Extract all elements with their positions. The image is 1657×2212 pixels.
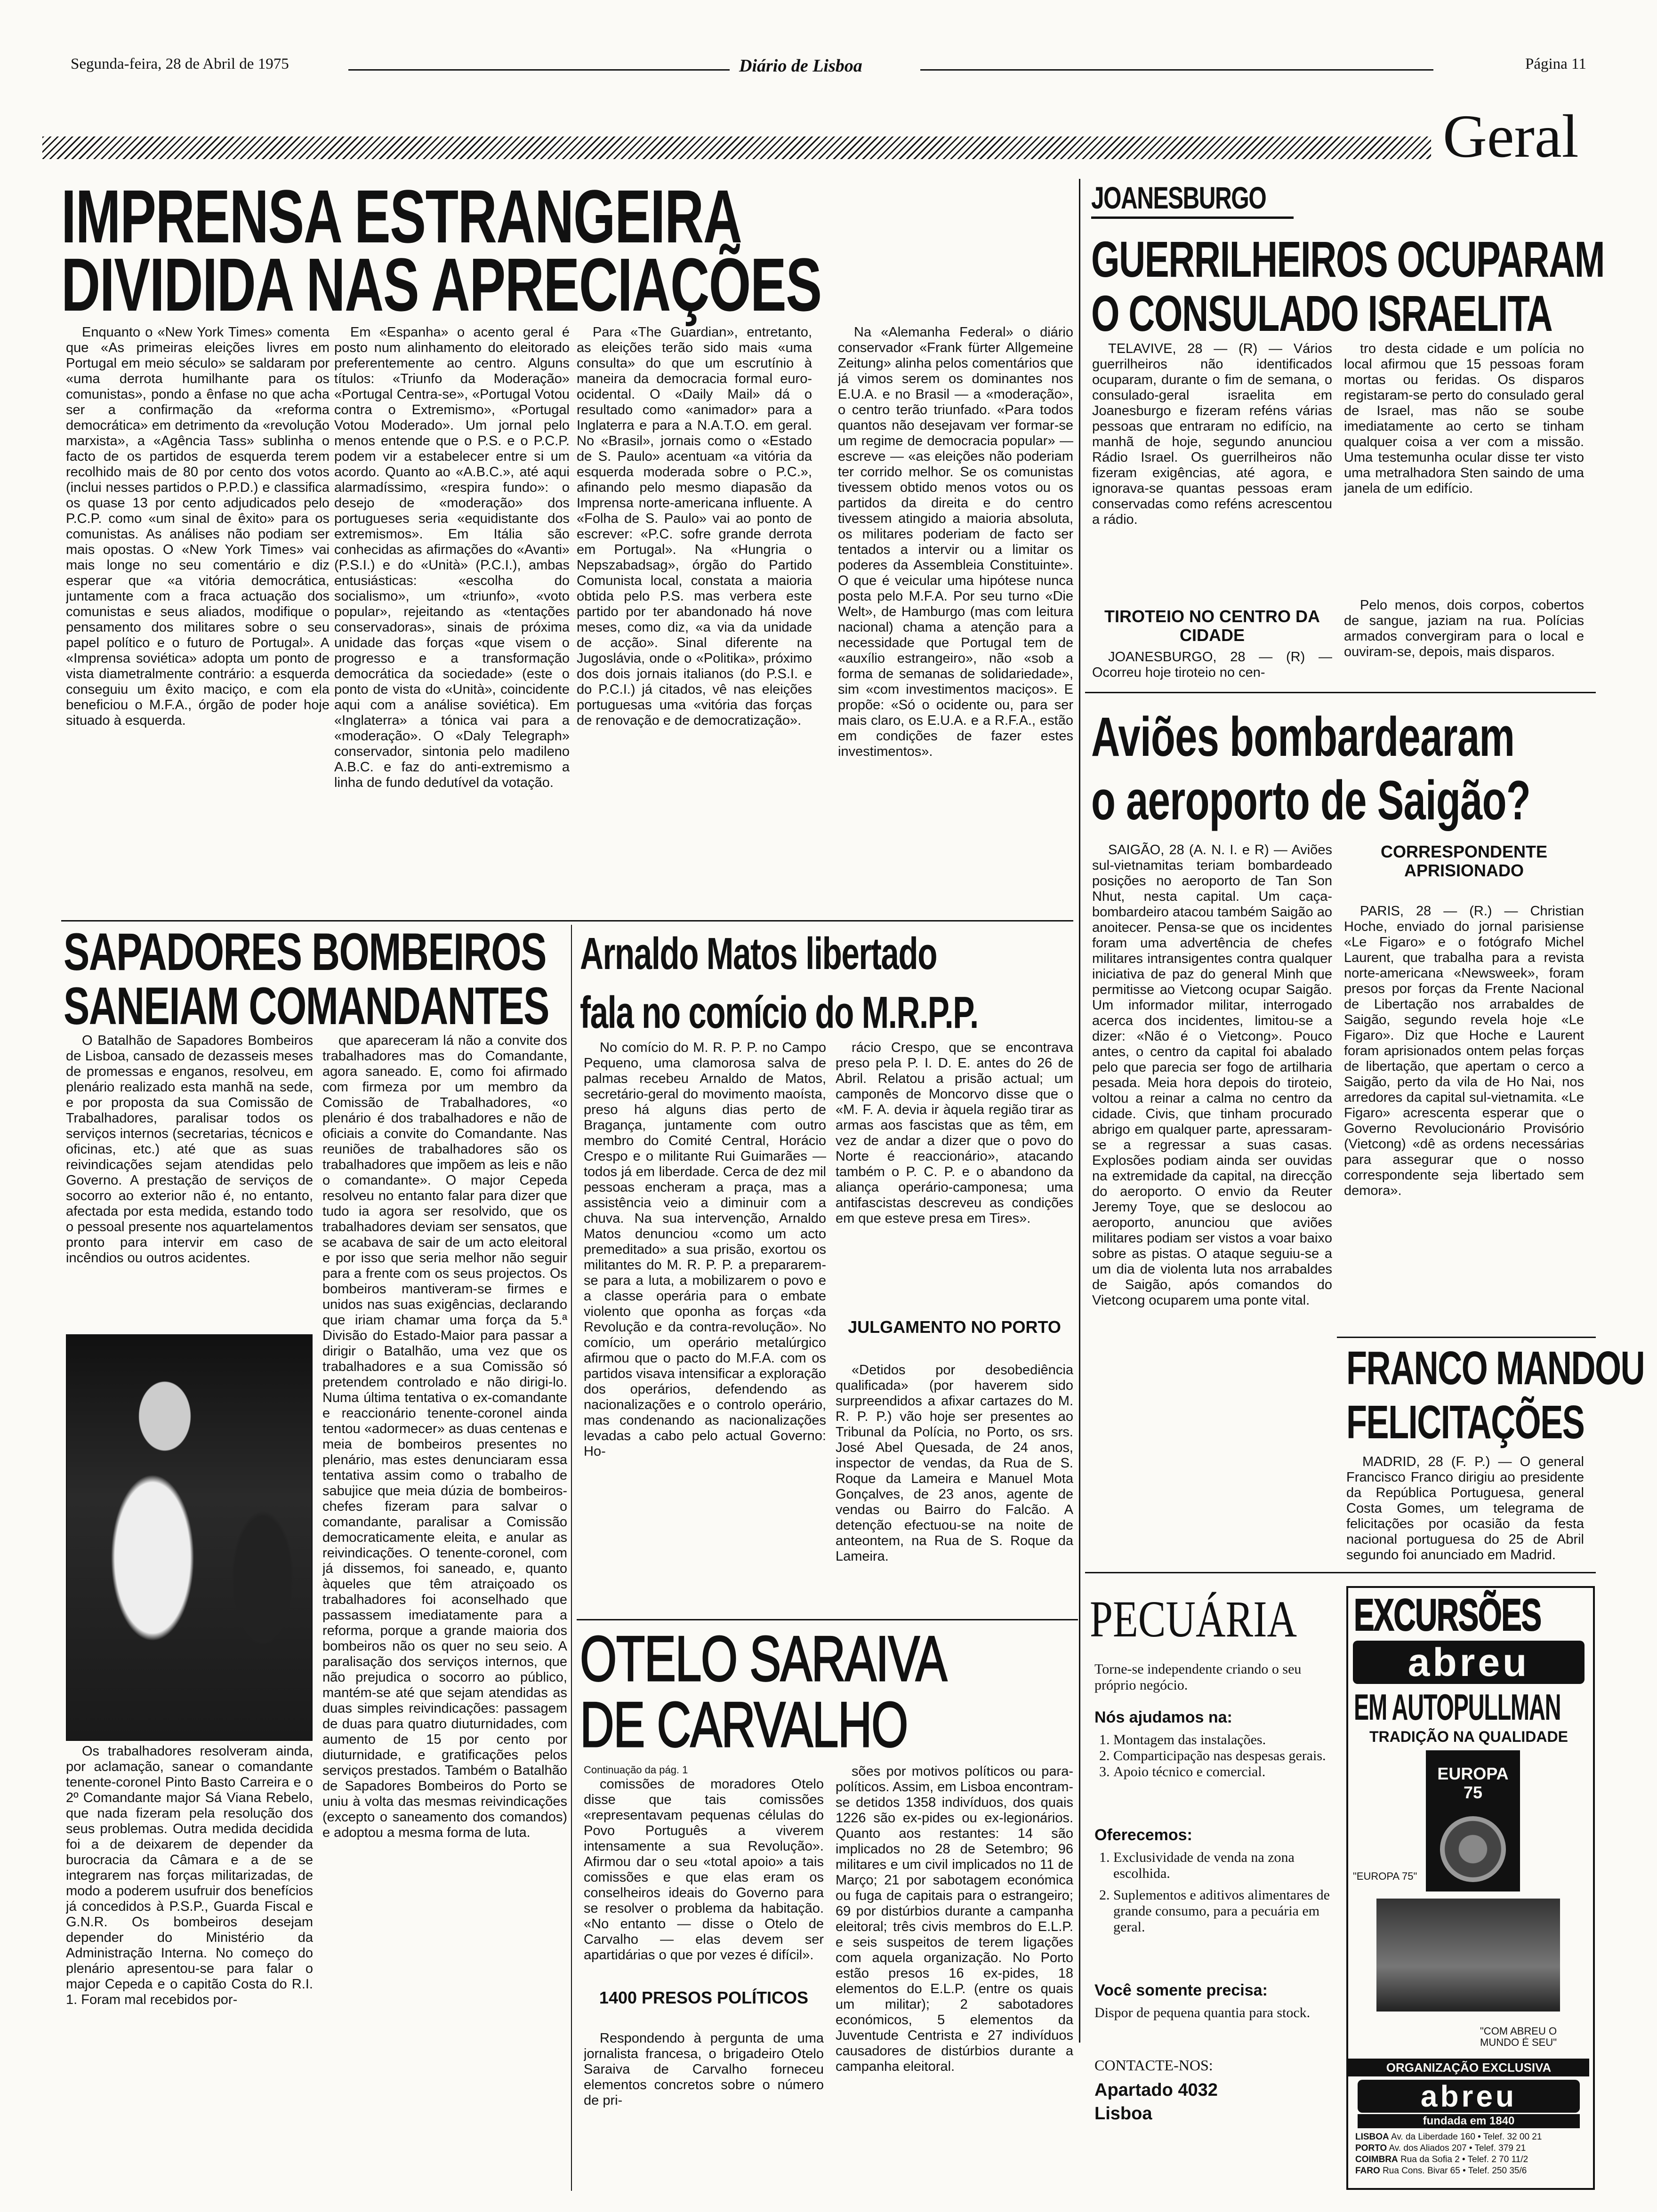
abreu-europa-label: EUROPA 75 <box>1437 1764 1509 1802</box>
headline-otelo-1: OTELO SARAIVA <box>580 1623 947 1694</box>
abreu-slogan: "COM ABREU O MUNDO É SEU" <box>1480 2025 1557 2048</box>
otelo-continuation: Continuação da pág. 1 <box>584 1764 688 1776</box>
abreu-founded-bar <box>1358 2114 1580 2128</box>
pecuaria-intro: Torne-se independente criando o seu próprio negócio. <box>1094 1661 1302 1693</box>
pecuaria-offers-list <box>1094 1850 1339 1935</box>
rule-joanes-bottom <box>1085 692 1596 693</box>
abreu-office-row <box>1355 2165 1586 2177</box>
kicker-joanesburgo: JOANESBURGO <box>1091 180 1266 215</box>
abreu-excursoes: EXCURSÕES <box>1354 1590 1541 1640</box>
headline-imprensa-1: IMPRENSA ESTRANGEIRA <box>61 174 742 258</box>
imprensa-column-1: Enquanto o «New York Times» comenta que «As primeiras eleições livres em Portugal em meio século» se saldaram por «uma derrota humilhante para os comunistas», pondo a ênfase no que acha ser a confirmação da «reforma democrática» em detrimento da «revolução marxista», a «Agência Tass» sublinha o facto de os partidos de esquerda terem recolhido mais de 80 por cento dos votos (inclui nesses partidos o P.P.D.) e classifica os quase 13 por cento adjudicados pelo P.C.P. como «um sinal de êxito» para os comunistas. As análises não podiam ser mais opostas. O «New York Times» vai mais longe no seu comentário e diz esperar que «a vitória democrática, juntamente com a fraca actuação dos comunistas e seus aliados, modifique o pensamento dos militares sobre o seu papel político e o futuro de Portugal». A «Imprensa soviética» adopta um ponto de vista diametralmente contrário: a esquerda conseguiu um êxito maciço, e com ela beneficiou o M.F.A., órgão de poder hoje situado à esquerda. <box>66 325 330 728</box>
abreu-offices <box>1355 2132 1586 2177</box>
abreu-office-city: FARO <box>1355 2166 1380 2176</box>
page-number: Página 11 <box>1525 56 1586 72</box>
otelo-column-1b: Respondendo à pergunta de uma jornalista francesa, o brigadeiro Otelo Saraiva de Carvalho forneceu elementos concretos sobre o número de pri- <box>584 2031 824 2108</box>
abreu-org-text: ORGANIZAÇÃO EXCLUSIVA <box>1386 2060 1552 2075</box>
abreu-office-row <box>1355 2154 1586 2165</box>
subhead-correspondente: CORRESPONDENTE APRISIONADO <box>1380 842 1548 880</box>
abreu-brand-text: abreu <box>1408 1640 1530 1684</box>
pecuaria-contact-2: Lisboa <box>1094 2104 1152 2124</box>
masthead-rule-left <box>348 69 730 71</box>
subhead-tiroteio: TIROTEIO NO CENTRO DA CIDADE <box>1104 607 1320 645</box>
headline-guerrilheiros-1: GUERRILHEIROS OCUPARAM <box>1091 231 1605 288</box>
joanes-column-2: tro desta cidade e um polícia no local afirmou que 15 pessoas foram mortas ou feridas. Os disparos registaram-se perto do consulado geral de Israel, mas não se soube imediatamente ao certo se tinham qualquer coisa a ver com a missão. Uma testemunha ocular disse ter visto uma metralhadora Sten saindo de uma janela de um edifício. <box>1344 341 1584 496</box>
masthead-rule-right <box>920 69 1433 71</box>
imprensa-column-2: Em «Espanha» o acento geral é posto num alinhamento do eleitorado preferentemente ao centro. Alguns títulos: «Triunfo da Moderação» «Portugal Centra-se», «Portugal Votou contra o Extremismo», «Portugal Votou Moderado». Um jornal pelo menos entende que o P.S. e o P.C.P. podem vir a estabelecer entre si um acordo. Quanto ao «A.B.C.», até aqui alarmadíssimo, «respira fundo»: o desejo de «moderação» dos portugueses seria «equidistante dos extremismos». Em Itália são conhecidas as afirmações do «Avanti» (P.S.I.) e do «Unità» (P.C.I.), ambas entusiásticas: «escolha do socialismo», um «triunfo», «voto popular», rejeitando as «tentações conservadoras», sinais de próxima unidade das forças «que visem o progresso e a transformação democrática da sociedade» (este o ponto de vista do «Unità», coincidente aqui com a análise soviética). Em «Inglaterra» a tónica vai para a «moderação». O «Daly Telegraph» conservador, sintonia pelo madileno A.B.C. e faz do anti-extremismo a linha de fundo dedutível da votação. <box>334 325 570 790</box>
headline-franco-2: FELICITAÇÕES <box>1346 1396 1585 1449</box>
abreu-office-city: COIMBRA <box>1355 2155 1398 2164</box>
abreu-office-city: PORTO <box>1355 2143 1387 2153</box>
pecuaria-title: PECUÁRIA <box>1090 1590 1297 1648</box>
abreu-office-city: LISBOA <box>1355 2132 1389 2142</box>
abreu-brochure-art <box>1440 1816 1506 1882</box>
pecuaria-ad <box>1085 1581 1335 2188</box>
abreu-brochure <box>1426 1750 1520 1891</box>
headline-bombeiros-2: SANEIAM COMANDANTES <box>64 977 549 1035</box>
imprensa-column-3: Para «The Guardian», entretanto, as eleições terão sido mais «uma consulta» do que um escrutínio à maneira da democracia formal euro-ocidental. O «Daily Mail» dá o resultado como «animador» para a Inglaterra e para a N.A.T.O. em geral. No «Brasil», jornais como o «Estado de S. Paulo» acentuam «a vitória da esquerda moderada sobre o P.C.», afinando pelo mesmo diapasão da Imprensa norte-americana influente. A «Folha de S. Paulo» vai ao ponto de escrever: «P.C. sofre grande derrota em Portugal». Na «Hungria o Nepszabadsag», órgão do Partido Comunista local, constata a maioria obtida pelo P.S. mas verbera este partido por ter abandonado há nove meses, como diz, «a via da unidade de acção». Sinal diferente na Jugoslávia, onde o «Politika», próximo dos dois jornais italianos (do P.S.I. e do P.C.I.) já citados, vê nas eleições portuguesas uma «vitória das forças de renovação e de democratização». <box>577 325 812 728</box>
abreu-europa-quote: "EUROPA 75" <box>1353 1870 1417 1882</box>
imprensa-column-4: Na «Alemanha Federal» o diário conservador «Frank fürter Allgemeine Zeitung» alinha pelos comentários que já vimos serem os dominantes nos E.U.A. e no Brasil — a «moderação», o centro terão triunfado. «Para todos quantos não desejavam ver formar-se um regime de democracia popular» — escreve — «as eleições não poderiam ter corrido melhor. Se os comunistas tivessem obtido menos votos ou os partidos da direita e do centro tivessem atingido a maioria absoluta, os militares poderiam de facto ser tentados a intervir ou a limitar os poderes da Assembleia Constituinte». O que é veicular uma hipótese nunca posta pelo M.F.A. Por seu turno «Die Welt», de Hamburgo (mas com leitura nacional) chama a atenção para a necessidade que Portugal tem de «auxílio estrangeiro», não «sob a forma de semanas de solidariedade», sim «com investimentos maciços». E propõe: «Só o ocidente ou, para ser mais claro, os E.U.A. e a R.F.A., estão em condições de fazer estes investimentos». <box>838 325 1073 759</box>
bombeiros-column-1b: Os trabalhadores resolveram ainda, por aclamação, sanear o comandante tenente-coronel Pinto Basto Carreira e o 2º Comandante major Sá Viana Rebelo, que nada fizeram pela resolução dos seus problemas. Outra medida decidida foi a de deixarem de depender da burocracia da Câmara e a de se integrarem nas forças militarizadas, de modo a poderem usufruir dos benefícios já concedidos à P.S.P., Guarda Fiscal e G.N.R. Os bombeiros desejam depender do Ministério da Administração Interna. No começo do plenário apresentou-se para falar o major Cepeda e o capitão Costa do R.I. 1. Foram mal recebidos por- <box>66 1744 313 2007</box>
masthead-left: Segunda-feira, 28 de Abril de 1975 <box>71 56 289 72</box>
saigao-column-1: SAIGÃO, 28 (A. N. I. e R) — Aviões sul-vietnamitas teriam bombardeado posições no aeroporto de Tan Son Nhut, nesta capital. Um caça-bombardeiro atacou também Saigão ao anoitecer. Pensa-se que os incidentes foram uma advertência de chefes militares intransigentes contra qualquer iniciativa de paz do general Minh que permitisse ao Vietcong ocupar Saigão. Um informador militar, interrogado acerca dos incidentes, limitou-se a dizer: «Não é o Vietcong». Pouco antes, o centro da capital foi abalado pelo que parecia ser fogo de artilharia pesada. Meia hora depois do tiroteio, voltou a reinar a calma no centro da cidade. Civis, que tinham procurado abrigo em qualquer parte, apressaram-se a regressar a suas casas. Explosões podiam ainda ser ouvidas na extremidade da capital, na direcção do aeroporto. O envio da Reuter Jeremy Toye, que se deslocou ao aeroporto, anunciou que aviões militares podiam ser vistos a voar baixo sobre as pistas. O ataque seguiu-se a um dia de violenta luta nos arrabaldes de Saigão, após comandos do Vietcong ocuparem uma ponte vital. <box>1092 842 1332 1308</box>
abreu-office-addr: Rua da Sofia 2 • Telef. 2 70 11/2 <box>1400 2155 1528 2164</box>
bombeiros-column-2: que apareceram lá não a convite dos trabalhadores mas do Comandante, agora saneado. E, como foi afirmado com firmeza por um membro da Comissão de Trabalhadores, «o plenário é dos trabalhadores e não de oficiais a convite do Comandante. Nas reuniões de trabalhadores são os trabalhadores que impõem as leis e não o comandante». O major Cepeda resolveu no entanto falar para dizer que tudo ia agora ser resolvido, que os trabalhadores deviam ser sensatos, que se acabava de sair de um acto eleitoral e por isso que seria melhor não seguir para a frente com os seus projectos. Os bombeiros mantiveram-se firmes e unidos nas suas exigências, declarando que iriam chamar uma força da 5.ª Divisão do Estado-Maior para passar a dirigir o Batalhão, uma vez que os trabalhadores e a sua Comissão só pretendem controlado e não dirigi-lo. Numa última tentativa o ex-comandante e reaccionário tenente-coronel ainda tentou «adormecer» as duas centenas e meia de bombeiros presentes no plenário, mas estes denunciaram essa tentativa assim como o trabalho de sabujice que meia dúzia de bombeiros-chefes fizeram para salvar o comandante, paralisar a Comissão democraticamente eleita, e anular as reivindicações. O tenente-coronel, com já dissemos, foi saneado, e, quanto àqueles que têm atraiçoado os trabalhadores foi aconselhado que passassem imediatamente para a reforma, porque a grande maioria dos bombeiros não os quer no seu seio. A paralisação dos serviços internos, que não prejudica o socorro ao público, mantém-se até que sejam atendidas as duas simples reivindicações: passagem de duas para quatro diuturnidades, com aumento de 15 por cento por diuturnidade, e gratificações pelos serviços prestados. Também o Batalhão de Sapadores Bombeiros do Porto se uniu à volta das mesmas reivindicações (excepto o saneamento dos comandos) e adoptou a mesma forma de luta. <box>322 1033 567 1840</box>
pecuaria-offer-item: 2. Suplementos e aditivos alimentares de grande consumo, para a pecuária em geral. <box>1113 1887 1339 1935</box>
pecuaria-contact-1: Apartado 4032 <box>1094 2080 1218 2100</box>
rule-otelo-top <box>577 1619 1078 1620</box>
subhead-julgamento: JULGAMENTO NO PORTO <box>848 1317 1061 1337</box>
column-separator <box>1079 179 1080 2043</box>
joanes-column-1b: JOANESBURGO, 28 — (R) — Ocorreu hoje tiroteio no cen- <box>1092 649 1332 680</box>
abreu-ad <box>1346 1586 1595 2190</box>
section-label: Geral <box>1443 103 1579 170</box>
abreu-founded-text: fundada em 1840 <box>1423 2115 1515 2127</box>
pecuaria-contact-head: CONTACTE-NOS: <box>1094 2057 1213 2074</box>
abreu-brochure-2 <box>1376 1899 1560 2012</box>
pecuaria-helps-list <box>1094 1732 1339 1780</box>
otelo-column-1: comissões de moradores Otelo disse que tais comissões «representavam pequenas células do Povo Português a viverem intensamente a sua Revolução». Afirmou dar o seu «total apoio» a tais comissões e que elas eram os conselheiros ideais do Governo para se resolver o problema da habitação. «No entanto — disse o Otelo de Carvalho — elas devem ser apartidárias o que por vezes é difícil». <box>584 1777 824 1963</box>
headline-guerrilheiros-2: O CONSULADO ISRAELITA <box>1091 285 1552 342</box>
abreu-brand-bar <box>1353 1641 1585 1684</box>
abreu-brand-text-2: abreu <box>1420 2079 1517 2113</box>
pecuaria-offers-head: Oferecemos: <box>1094 1826 1192 1844</box>
headline-franco-1: FRANCO MANDOU <box>1346 1342 1645 1395</box>
abreu-org-bar <box>1348 2059 1589 2076</box>
bombeiros-photo <box>66 1334 313 1741</box>
headline-avioes-1: Aviões bombardearam <box>1091 706 1515 768</box>
kicker-underline <box>1091 216 1294 219</box>
column-separator-2 <box>571 925 572 2191</box>
subhead-presos: 1400 PRESOS POLÍTICOS <box>599 1988 809 2007</box>
abreu-office-addr: Av. da Liberdade 160 • Telef. 32 00 21 <box>1391 2132 1542 2142</box>
headline-arnaldo-1: Arnaldo Matos libertado <box>580 929 937 979</box>
rule-bombeiros-top <box>61 920 1073 922</box>
headline-otelo-2: DE CARVALHO <box>580 1689 908 1760</box>
headline-imprensa-2: DIVIDIDA NAS APRECIAÇÕES <box>61 242 821 327</box>
headline-avioes-2: o aeroporto de Saigão? <box>1091 769 1530 832</box>
abreu-office-row <box>1355 2132 1586 2143</box>
pecuaria-help-item: 1. Montagem das instalações. <box>1113 1732 1339 1748</box>
pecuaria-need: Dispor de pequena quantia para stock. <box>1094 2005 1311 2020</box>
abreu-office-row <box>1355 2143 1586 2154</box>
otelo-column-2: sões por motivos políticos ou para-políticos. Assim, em Lisboa encontram-se detidos 1358 indivíduos, dos quais 1226 são ex-pides ou ex-legionários. Quanto aos restantes: 14 são implicados no 28 de Setembro; 96 militares e um civil implicados no 11 de Março; 21 por sabotagem económica ou fuga de capitais para o estrangeiro; 69 por distúrbios durante a campanha eleitoral; três civis membros do E.L.P. e seis suspeitos de terem ligações com aquela organização. No Porto estão presos 16 ex-pides, 18 elementos do E.L.P. (entre os quais um militar); 2 sabotadores económicos, 5 elementos da Juventude Centrista e 27 indivíduos causadores de distúrbios durante a campanha eleitoral. <box>836 1764 1073 2074</box>
pecuaria-help-item: 2. Comparticipação nas despesas gerais. <box>1113 1748 1339 1764</box>
pecuaria-helps-head: Nós ajudamos na: <box>1094 1708 1232 1726</box>
pecuaria-offer-item: 1. Exclusividade de venda na zona escolhida. <box>1113 1850 1339 1882</box>
joanes-column-1: TELAVIVE, 28 — (R) — Vários guerrilheiros não identificados ocuparam, durante o fim de semana, o consulado-geral israelita em Joanesburgo e fizeram reféns várias pessoas que entraram no edifício, na manhã de hoje, segundo anunciou Rádio Israel. Os guerrilheiros não fizeram exigências, até agora, e ignorava-se quantas pessoas eram conservadas como reféns acrescentou a rádio. <box>1092 341 1332 527</box>
joanes-column-2b: Pelo menos, dois corpos, cobertos de sangue, jaziam na rua. Polícias armados convergiram para o local e ouviram-se, depois, mais disparos. <box>1344 598 1584 659</box>
masthead-title: Diário de Lisboa <box>739 56 862 76</box>
bombeiros-column-1a: O Batalhão de Sapadores Bombeiros de Lisboa, cansado de dezasseis meses de promessas e enganos, resolveu, em plenário realizado esta manhã na sede, e por proposta da sua Comissão de Trabalhadores, paralisar todos os serviços internos (secretarias, técnicos e oficinas, etc.) até que as suas reivindicações sejam atendidas pelo Governo. A prestação de serviços de socorro ao exterior não é, no entanto, afectada por esta medida, estando todo o pessoal presente nos aquartelamentos pronto para intervir em caso de incêndios ou outros acidentes. <box>66 1033 313 1266</box>
abreu-tradicao: TRADIÇÃO NA QUALIDADE <box>1369 1728 1568 1745</box>
arnaldo-column-1: No comício do M. R. P. P. no Campo Pequeno, uma clamorosa salva de palmas recebeu Arnaldo de Matos, secretário-geral do movimento maoísta, preso há alguns dias perto de Bragança, juntamente com outro membro do Comité Central, Horácio Crespo e o militante Rui Guimarães — todos já em liberdade. Cerca de dez mil pessoas encheram a praça, mas a assistência veio a diminuir com a chuva. Na sua intervenção, Arnaldo Matos denunciou «como um acto premeditado» a sua prisão, exortou os militantes do M. R. P. P. a prepararem-se para a luta, a mobilizarem o povo e a classe operária para o embate violento que oponha as forças «da Revolução e da contra-revolução». No comício, um operário metalúrgico afirmou que o pacto do M.F.A. com os partidos visava intensificar a exploração dos operários, defendendo as nacionalizações e o controlo operário, mas condenando as nacionalizações levadas a cabo pelo actual Governo: Ho- <box>584 1040 826 1459</box>
abreu-office-addr: Rua Cons. Bivar 65 • Telef. 250 35/6 <box>1383 2166 1527 2176</box>
pecuaria-help-item: 3. Apoio técnico e comercial. <box>1113 1764 1339 1780</box>
rule-franco-top <box>1337 1337 1596 1338</box>
headline-bombeiros-1: SAPADORES BOMBEIROS <box>64 922 546 981</box>
saigao-column-2: PARIS, 28 — (R.) — Christian Hoche, enviado do jornal parisiense «Le Figaro» e o fotógrafo Michel Laurent, que trabalha para a revista norte-americana «Newsweek», foram presos por forças da Frente Nacional de Libertação nos arrabaldes de Saigão, segundo revela hoje «Le Figaro». Diz que Hoche e Laurent foram aprisionados ontem pelas forças de libertação, que apertam o cerco a Saigão, perto da vila de Ho Nai, nos arredores da capital sul-vietnamita. «Le Figaro» acrescenta esperar que o Governo Revolucionário Provisório (Vietcong) «dê as ordens necessárias para assegurar que o nosso correspondente seja libertado sem demora». <box>1344 904 1584 1198</box>
abreu-office-addr: Av. dos Aliados 207 • Telef. 379 21 <box>1389 2143 1526 2153</box>
arnaldo-column-2: rácio Crespo, que se encontrava preso pela P. I. D. E. antes do 26 de Abril. Relatou a prisão actual; um camponês de Moncorvo disse que o «M. F. A. devia ir àquela região tirar as armas aos fascistas que as têm, em vez de andar a dizer que o povo do Norte é reaccionário», atacando também o P. C. P. e o abandono da aliança operário-camponesa; uma antifascistas descreveu as condições em que esteve presa em Tires». <box>836 1040 1073 1226</box>
arnaldo-column-2b: «Detidos por desobediência qualificada» (por haverem sido surpreendidos a afixar cartazes do M. R. P. P.) vão hoje ser presentes ao Tribunal da Polícia, no Porto, os srs. José Abel Quesada, de 24 anos, inspector de vendas, da Rua de S. Roque da Lameira e Manuel Mota Gonçalves, de 23 anos, agente de vendas ou Bairro do Falcão. A detenção efectuou-se na noite de anteontem, na Rua de S. Roque da Lameira. <box>836 1362 1073 1564</box>
headline-arnaldo-2: fala no comício do M.R.P.P. <box>580 987 978 1038</box>
abreu-autopullman: EM AUTOPULLMAN <box>1354 1686 1561 1728</box>
rule-ads-top <box>1085 1572 1596 1573</box>
pecuaria-need-head: Você somente precisa: <box>1094 1981 1268 1999</box>
section-hatch-bar <box>42 136 1431 159</box>
abreu-brand-bar-2 <box>1358 2080 1580 2113</box>
franco-body: MADRID, 28 (F. P.) — O general Francisco Franco dirigiu ao presidente da República Portuguesa, general Costa Gomes, um telegrama de felicitações por ocasião da festa nacional portuguesa do 25 de Abril segundo foi anunciado em Madrid. <box>1346 1454 1584 1563</box>
